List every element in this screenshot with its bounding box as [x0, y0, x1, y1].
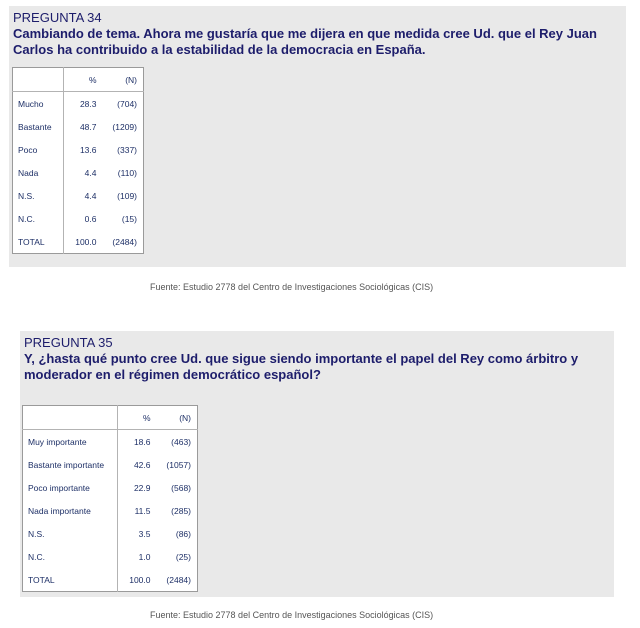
row-label: TOTAL [23, 568, 118, 592]
row-label: Poco [13, 138, 64, 161]
row-percent: 22.9 [133, 482, 151, 493]
table-row [13, 115, 144, 138]
row-label: N.S. [23, 522, 118, 545]
row-percent: 11.5 [134, 505, 151, 516]
row-percent: 48.7 [79, 121, 97, 132]
table-row [23, 522, 198, 545]
row-count: (1057) [166, 459, 191, 470]
question-34-header [9, 6, 626, 58]
row-count: (2484) [166, 574, 191, 585]
question-34-number: PREGUNTA 34 [13, 10, 102, 25]
row-count: (110) [117, 167, 137, 178]
table-row [23, 545, 198, 568]
table-row [23, 499, 198, 522]
question-35-rows [23, 430, 198, 592]
row-count: (109) [117, 190, 137, 201]
table-row [13, 184, 144, 207]
row-label: Nada [13, 161, 64, 184]
table-header-row [13, 68, 144, 92]
row-percent: 42.6 [133, 459, 151, 470]
row-count: (337) [117, 144, 137, 155]
table-row [13, 230, 144, 254]
row-percent: 4.4 [84, 190, 97, 201]
question-35-source: Fuente: Estudio 2778 del Centro de Investigaciones Sociológicas (CIS) [150, 610, 434, 620]
row-count: (704) [117, 98, 137, 109]
question-34-text: Cambiando de tema. Ahora me gustaría que me dijera en que medida cree Ud. que el Rey Juan Carlos ha contribuido a la estabilidad de la democracia en España. [13, 26, 597, 57]
header-percent: % [64, 68, 103, 92]
row-label: Bastante [13, 115, 64, 138]
row-percent: 18.6 [133, 436, 151, 447]
row-percent: 1.0 [138, 551, 151, 562]
row-percent: 100.0 [129, 574, 151, 585]
header-count: (N) [103, 68, 144, 92]
table-header-row [23, 406, 198, 430]
row-percent: 3.5 [138, 528, 151, 539]
table-row [23, 453, 198, 476]
header-percent: % [118, 406, 157, 430]
question-34-rows [13, 92, 144, 254]
row-count: (15) [121, 213, 137, 224]
question-35-text: Y, ¿hasta qué punto cree Ud. que sigue siendo importante el papel del Rey como árbitro y moderador en el régimen democrático español? [24, 351, 579, 382]
row-percent: 13.6 [79, 144, 97, 155]
row-count: (25) [175, 551, 191, 562]
table-row [13, 207, 144, 230]
row-percent: 0.6 [84, 213, 97, 224]
table-row [13, 161, 144, 184]
row-label: TOTAL [13, 230, 64, 254]
row-percent: 28.3 [79, 98, 97, 109]
row-label: Mucho [13, 92, 64, 116]
header-count: (N) [157, 406, 198, 430]
row-count: (86) [175, 528, 191, 539]
row-label: N.C. [23, 545, 118, 568]
question-34-table [12, 67, 144, 254]
row-label: N.S. [13, 184, 64, 207]
row-percent: 100.0 [75, 236, 97, 247]
question-35-header [20, 331, 614, 383]
row-label: Nada importante [23, 499, 118, 522]
table-row [23, 568, 198, 592]
row-label: N.C. [13, 207, 64, 230]
row-count: (463) [171, 436, 191, 447]
row-label: Muy importante [23, 430, 118, 454]
table-row [23, 430, 198, 454]
question-34-panel [9, 6, 626, 267]
question-34-source: Fuente: Estudio 2778 del Centro de Investigaciones Sociológicas (CIS) [150, 282, 434, 292]
question-35-panel [20, 331, 614, 597]
question-35-table [22, 405, 198, 592]
row-label: Bastante importante [23, 453, 118, 476]
header-blank-cell [23, 406, 118, 430]
row-percent: 4.4 [84, 167, 97, 178]
row-label: Poco importante [23, 476, 118, 499]
row-count: (1209) [112, 121, 137, 132]
header-blank-cell [13, 68, 64, 92]
table-row [13, 138, 144, 161]
table-row [13, 92, 144, 116]
question-35-number: PREGUNTA 35 [24, 335, 113, 350]
table-row [23, 476, 198, 499]
row-count: (2484) [112, 236, 137, 247]
row-count: (285) [171, 505, 191, 516]
row-count: (568) [171, 482, 191, 493]
